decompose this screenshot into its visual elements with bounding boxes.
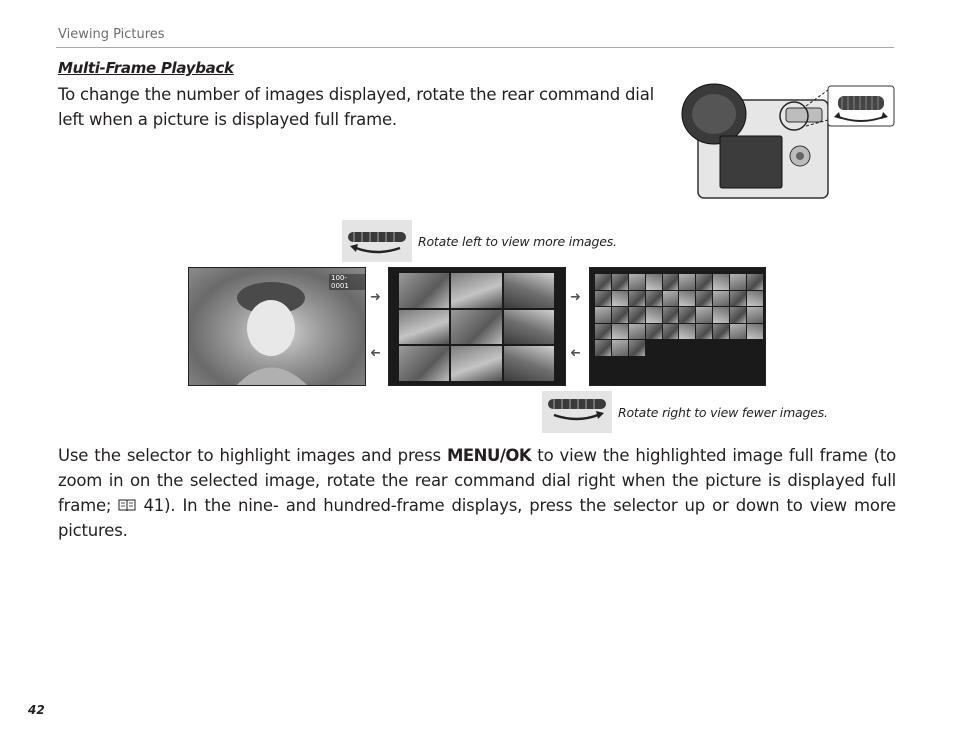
- dial-rotate-right-icon: [542, 391, 612, 433]
- thumbnail: [646, 324, 662, 340]
- full-frame-view: [188, 267, 366, 386]
- thumbnail: [663, 324, 679, 340]
- dial-rotate-left-icon: [342, 220, 412, 262]
- thumbnail: [595, 274, 611, 290]
- thumbnail: [595, 291, 611, 307]
- section-heading: Multi-Frame Playback: [58, 59, 234, 77]
- thumbnail: [679, 274, 695, 290]
- thumbnail: [451, 310, 501, 345]
- body-text-3: 41). In the nine- and hundred-frame displays, press the selector up or down to view more pictures.: [58, 496, 896, 540]
- nine-frame-grid: [399, 273, 554, 381]
- thumbnail: [629, 291, 645, 307]
- thumbnail: [713, 307, 729, 323]
- thumbnail: [451, 346, 501, 381]
- thumbnail: [663, 307, 679, 323]
- thumbnail: [451, 273, 501, 308]
- thumbnail: [747, 291, 763, 307]
- thumbnail: [629, 307, 645, 323]
- thumbnail: [646, 291, 662, 307]
- thumbnail: [612, 324, 628, 340]
- body-text-1: Use the selector to highlight images and press: [58, 446, 447, 465]
- thumbnail: [747, 324, 763, 340]
- hundred-frame-grid: [595, 274, 763, 356]
- header-rule: [56, 47, 894, 48]
- thumbnail: [747, 274, 763, 290]
- thumbnail: [646, 307, 662, 323]
- thumbnail: [504, 273, 554, 308]
- thumbnail: [713, 274, 729, 290]
- arrow-left-icon: ➜: [570, 346, 581, 361]
- section-label: Viewing Pictures: [58, 27, 165, 42]
- thumbnail: [713, 324, 729, 340]
- thumbnail: [629, 324, 645, 340]
- nine-frame-view: [388, 267, 566, 386]
- arrow-right-icon: ➜: [370, 290, 381, 305]
- thumbnail: [646, 274, 662, 290]
- thumbnail: [663, 291, 679, 307]
- thumbnail: [679, 324, 695, 340]
- thumbnail: [679, 307, 695, 323]
- intro-paragraph: To change the number of images displayed, rotate the rear command dial left when a picture is displayed full frame.: [58, 85, 654, 129]
- hundred-frame-view: [589, 267, 766, 386]
- thumbnail: [504, 310, 554, 345]
- thumbnail: [612, 340, 628, 356]
- frame-number: 100-0001: [329, 274, 365, 290]
- thumbnail: [399, 310, 449, 345]
- thumbnail: [747, 307, 763, 323]
- book-icon: [118, 498, 136, 512]
- thumbnail: [595, 324, 611, 340]
- thumbnail: [730, 307, 746, 323]
- thumbnail: [612, 274, 628, 290]
- thumbnail: [612, 291, 628, 307]
- thumbnail: [696, 274, 712, 290]
- thumbnail: [679, 291, 695, 307]
- body-paragraph: [58, 443, 896, 543]
- thumbnail: [730, 324, 746, 340]
- thumbnail: [713, 291, 729, 307]
- thumbnail: [696, 324, 712, 340]
- thumbnail: [663, 274, 679, 290]
- thumbnail: [629, 274, 645, 290]
- page-number: 42: [28, 703, 45, 717]
- caption-rotate-right: Rotate right to view fewer images.: [618, 405, 828, 420]
- thumbnail: [612, 307, 628, 323]
- thumbnail: [696, 307, 712, 323]
- arrow-left-icon: ➜: [370, 346, 381, 361]
- caption-rotate-left: Rotate left to view more images.: [418, 234, 617, 249]
- arrow-right-icon: ➜: [570, 290, 581, 305]
- thumbnail: [399, 346, 449, 381]
- thumbnail: [399, 273, 449, 308]
- thumbnail: [595, 340, 611, 356]
- camera-illustration: [676, 80, 896, 202]
- thumbnail: [730, 274, 746, 290]
- thumbnail: [595, 307, 611, 323]
- thumbnail: [629, 340, 645, 356]
- body-text-2: to view the highlighted image full frame (to zoom in on the selected image, rotate the rear command dial right when the picture is displayed full frame;: [58, 446, 896, 515]
- thumbnail: [696, 291, 712, 307]
- thumbnail: [504, 346, 554, 381]
- thumbnail: [730, 291, 746, 307]
- menu-ok-key: MENU/OK: [446, 446, 532, 465]
